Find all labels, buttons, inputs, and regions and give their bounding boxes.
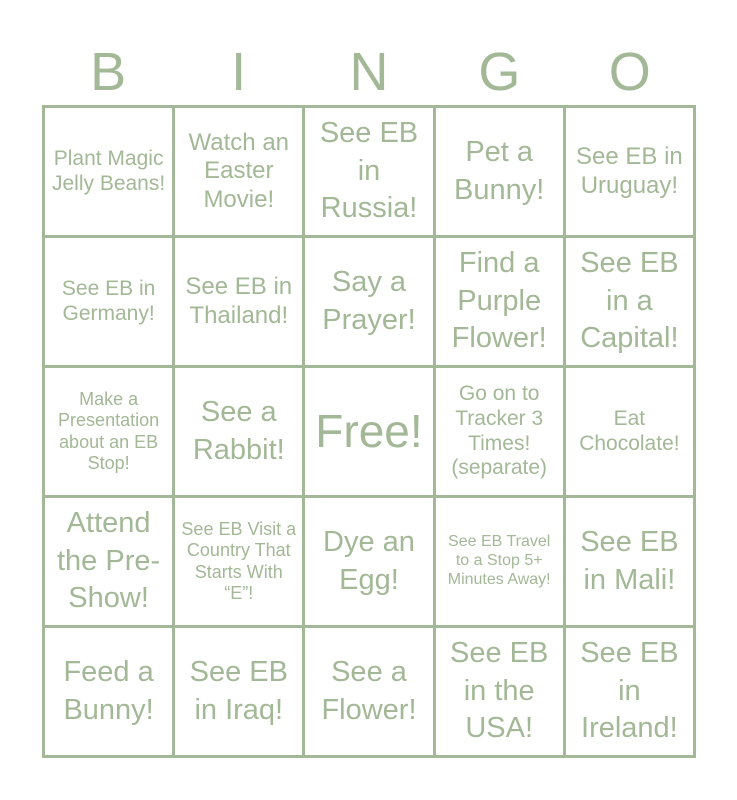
bingo-cell[interactable]: Attend the Pre-Show!	[45, 498, 172, 625]
bingo-cell[interactable]: Find a Purple Flower!	[436, 238, 563, 365]
bingo-cell[interactable]: Feed a Bunny!	[45, 628, 172, 755]
header-letter-b: B	[90, 42, 127, 102]
bingo-cell[interactable]: See EB in Thailand!	[175, 238, 302, 365]
bingo-cell[interactable]: Watch an Easter Movie!	[175, 108, 302, 235]
bingo-cell[interactable]: Make a Presentation about an EB Stop!	[45, 368, 172, 495]
bingo-cell[interactable]: See EB in Mali!	[566, 498, 693, 625]
free-space[interactable]: Free!	[305, 368, 432, 495]
bingo-cell[interactable]: See EB Travel to a Stop 5+ Minutes Away!	[436, 498, 563, 625]
bingo-cell[interactable]: Pet a Bunny!	[436, 108, 563, 235]
bingo-cell[interactable]: See a Flower!	[305, 628, 432, 755]
bingo-cell[interactable]: See EB in Germany!	[45, 238, 172, 365]
bingo-cell[interactable]: Dye an Egg!	[305, 498, 432, 625]
header-letter-i: I	[231, 42, 247, 102]
header-letter-n: N	[349, 42, 389, 102]
bingo-cell[interactable]: Say a Prayer!	[305, 238, 432, 365]
bingo-cell[interactable]: Eat Chocolate!	[566, 368, 693, 495]
bingo-cell[interactable]: See EB in Russia!	[305, 108, 432, 235]
bingo-cell[interactable]: See a Rabbit!	[175, 368, 302, 495]
bingo-header	[43, 40, 695, 104]
bingo-cell[interactable]: See EB in the USA!	[436, 628, 563, 755]
header-letter-g: G	[478, 42, 521, 102]
bingo-cell[interactable]: See EB in Iraq!	[175, 628, 302, 755]
header-letter-o: O	[608, 42, 651, 102]
bingo-cell[interactable]: See EB Visit a Country That Starts With “E”!	[175, 498, 302, 625]
bingo-cell[interactable]: Go on to Tracker 3 Times! (separate)	[436, 368, 563, 495]
bingo-cell[interactable]: See EB in Ireland!	[566, 628, 693, 755]
bingo-cell[interactable]: See EB in a Capital!	[566, 238, 693, 365]
bingo-cell[interactable]: Plant Magic Jelly Beans!	[45, 108, 172, 235]
bingo-cell[interactable]: See EB in Uruguay!	[566, 108, 693, 235]
bingo-board	[42, 105, 696, 758]
